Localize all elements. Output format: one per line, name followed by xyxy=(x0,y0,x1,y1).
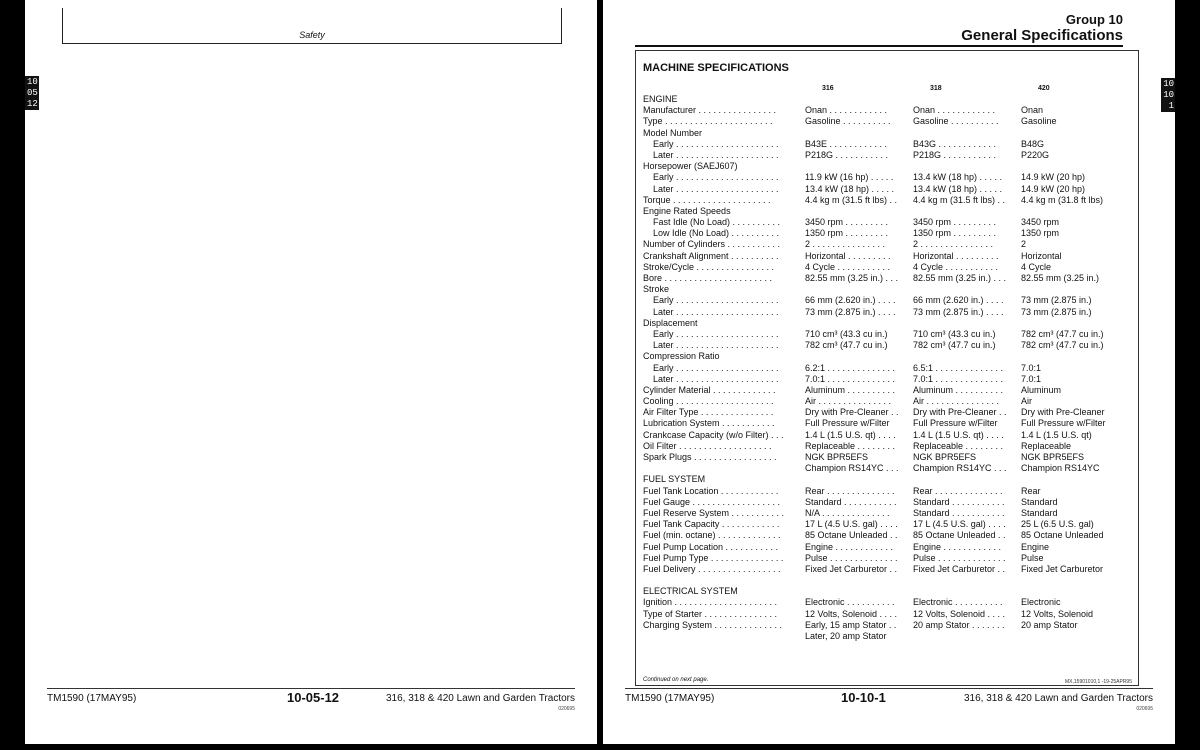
spec-value-420: Dry with Pre-Cleaner xyxy=(1021,407,1105,418)
spec-value-318: 6.5:1 . . . . . . . . . . . . . . xyxy=(913,362,1004,373)
spec-value-318: 13.4 kW (18 hp) . . . . . xyxy=(913,183,1003,194)
spec-value-316: 1350 rpm . . . . . . . . . xyxy=(805,228,889,239)
spec-label: Low Idle (No Load) . . . . . . . . . . xyxy=(653,228,780,239)
spec-value-318: 2 . . . . . . . . . . . . . . . xyxy=(913,239,994,250)
right-page xyxy=(603,0,1175,744)
spec-row xyxy=(643,105,1133,116)
spec-value-316: 73 mm (2.875 in.) . . . . xyxy=(805,306,896,317)
spec-row xyxy=(643,564,1133,575)
spec-value-420: Aluminum xyxy=(1021,384,1062,395)
spec-value-316: NGK BPR5EFS xyxy=(805,452,869,462)
spec-value-316: Dry with Pre-Cleaner . . xyxy=(805,407,899,418)
spec-row xyxy=(643,284,1133,295)
spec-row xyxy=(643,161,1133,172)
spec-value-420: Standard xyxy=(1021,496,1058,507)
spec-row xyxy=(643,206,1133,217)
spec-row xyxy=(643,418,1133,429)
spec-value-316: Rear . . . . . . . . . . . . . . xyxy=(805,485,895,496)
spec-label: Later . . . . . . . . . . . . . . . . . . . . . xyxy=(653,340,779,351)
spec-value-318: NGK BPR5EFS xyxy=(913,452,977,462)
spec-value-316: Replaceable . . . . . . . . xyxy=(805,440,896,451)
spec-value-318: Full Pressure w/Filter xyxy=(913,418,998,429)
spec-value-420: 14.9 kW (20 hp) xyxy=(1021,172,1086,183)
spec-label: Later . . . . . . . . . . . . . . . . . . . . . xyxy=(653,306,779,317)
spec-value-316: 11.9 kW (16 hp) . . . . . xyxy=(805,172,894,183)
spec-row xyxy=(643,228,1133,239)
spec-value-318: Champion RS14YC . . . xyxy=(913,463,1007,474)
spec-row xyxy=(643,396,1133,407)
spec-value-420: 1350 rpm xyxy=(1021,228,1060,239)
header-rule xyxy=(635,45,1123,47)
spec-row xyxy=(643,116,1133,127)
spec-label: Fuel Pump Type . . . . . . . . . . . . . . . xyxy=(643,552,784,563)
spec-label: Compression Ratio xyxy=(643,351,720,362)
spec-row xyxy=(643,407,1133,418)
spec-label: Displacement xyxy=(643,317,698,328)
spec-label: Early . . . . . . . . . . . . . . . . . . . . . xyxy=(653,362,779,373)
spec-value-318: Air . . . . . . . . . . . . . . . xyxy=(913,396,1000,407)
spec-row xyxy=(643,217,1133,228)
spec-value-316: P218G . . . . . . . . . . . xyxy=(805,149,889,160)
spec-value-318: 17 L (4.5 U.S. gal) . . . . xyxy=(913,519,1006,530)
spec-label: Early . . . . . . . . . . . . . . . . . . . . . xyxy=(653,295,779,306)
spec-label: Fuel Gauge . . . . . . . . . . . . . . . . . . xyxy=(643,496,781,507)
spec-label: Fuel Delivery . . . . . . . . . . . . . . . . . xyxy=(643,563,781,574)
spec-label: Cooling . . . . . . . . . . . . . . . . . . . . xyxy=(643,396,774,407)
spec-label: FUEL SYSTEM xyxy=(643,474,706,485)
spec-value-316: Engine . . . . . . . . . . . . xyxy=(805,541,894,552)
spec-value-420: 85 Octane Unleaded xyxy=(1021,530,1104,541)
spec-value-318: Gasoline . . . . . . . . . . xyxy=(913,116,999,127)
spec-label: Crankshaft Alignment . . . . . . . . . . xyxy=(643,250,779,261)
spec-label: Fuel Tank Location . . . . . . . . . . . . xyxy=(643,485,779,496)
spec-value-420: 12 Volts, Solenoid xyxy=(1021,608,1094,619)
spec-label: Stroke xyxy=(643,284,670,295)
spec-value-420: Gasoline xyxy=(1021,116,1057,127)
spec-label: Ignition . . . . . . . . . . . . . . . . . . . . . xyxy=(643,597,778,608)
spec-row xyxy=(643,542,1133,553)
spec-value-420: 782 cm³ (47.7 cu in.) xyxy=(1021,340,1104,351)
spec-value-420: Horizontal xyxy=(1021,250,1062,261)
spec-value-318: Dry with Pre-Cleaner . . xyxy=(913,407,1007,418)
spec-label: Torque . . . . . . . . . . . . . . . . . . . . xyxy=(643,194,771,205)
spec-value-316: 17 L (4.5 U.S. gal) . . . . xyxy=(805,519,898,530)
spec-row xyxy=(643,374,1133,385)
spec-row xyxy=(643,586,1133,597)
spec-value-318: 12 Volts, Solenoid . . . . xyxy=(913,608,1006,619)
spec-label: Manufacturer . . . . . . . . . . . . . . . . xyxy=(643,105,777,116)
side-tab-line: 10 xyxy=(1163,79,1174,89)
spec-value-316: Horizontal . . . . . . . . . xyxy=(805,250,891,261)
spec-value-420: Rear xyxy=(1021,485,1041,496)
spec-value-420: Pulse xyxy=(1021,552,1044,563)
spec-value-420: NGK BPR5EFS xyxy=(1021,452,1085,462)
spec-value-318: 73 mm (2.875 in.) . . . . xyxy=(913,306,1004,317)
spec-value-420: Air xyxy=(1021,396,1032,407)
spec-value-318: 1.4 L (1.5 U.S. qt) . . . . xyxy=(913,429,1004,440)
spec-value-420: 2 xyxy=(1021,239,1027,250)
spec-value-420: 73 mm (2.875 in.) xyxy=(1021,295,1092,306)
spec-value-420: B48G xyxy=(1021,138,1045,149)
spec-label: Bore . . . . . . . . . . . . . . . . . . . . . . xyxy=(643,273,773,283)
spec-row xyxy=(643,351,1133,362)
spec-value-318: 4.4 kg m (31.5 ft lbs) . . xyxy=(913,194,1006,205)
spec-row xyxy=(643,486,1133,497)
side-tab-line: 12 xyxy=(27,99,38,109)
spec-value-318: 710 cm³ (43.3 cu in.) xyxy=(913,328,996,339)
spec-value-318: 1350 rpm . . . . . . . . . xyxy=(913,228,997,239)
footer-manual-id: TM1590 (17MAY95) xyxy=(47,693,137,704)
spec-value-316: 66 mm (2.620 in.) . . . . xyxy=(805,295,896,306)
footer-code: 020695 xyxy=(1136,706,1153,712)
footer-rule xyxy=(625,688,1153,689)
spec-value-316: 85 Octane Unleaded . . xyxy=(805,530,898,541)
spec-row xyxy=(643,609,1133,620)
spec-value-316: B43E . . . . . . . . . . . . xyxy=(805,138,888,149)
spec-value-318: Onan . . . . . . . . . . . . xyxy=(913,105,996,116)
spec-value-316: Onan . . . . . . . . . . . . xyxy=(805,105,888,116)
footer-page-number: 10-10-1 xyxy=(841,690,886,705)
spec-row xyxy=(643,307,1133,318)
spec-value-316: Fixed Jet Carburetor . . xyxy=(805,563,898,574)
spec-value-420: 25 L (6.5 U.S. gal) xyxy=(1021,519,1094,530)
footer-code: 020695 xyxy=(558,706,575,712)
spec-value-316: Pulse . . . . . . . . . . . . . . xyxy=(805,552,898,563)
footer-manual-id: TM1590 (17MAY95) xyxy=(625,693,715,704)
spec-label: Fuel Pump Location . . . . . . . . . . . xyxy=(643,541,779,552)
spec-row xyxy=(643,385,1133,396)
spec-value-318: 3450 rpm . . . . . . . . . xyxy=(913,217,997,228)
column-header: 316 xyxy=(822,85,834,92)
spec-row xyxy=(643,184,1133,195)
spec-row xyxy=(643,452,1133,463)
spec-label: Early . . . . . . . . . . . . . . . . . . . . . xyxy=(653,138,779,149)
spec-value-318: Horizontal . . . . . . . . . xyxy=(913,250,999,261)
spec-value-420: 3450 rpm xyxy=(1021,217,1060,228)
spec-label: Number of Cylinders . . . . . . . . . . . xyxy=(643,239,781,250)
spec-value-420: 73 mm (2.875 in.) xyxy=(1021,306,1092,317)
spec-value-316: 7.0:1 . . . . . . . . . . . . . . xyxy=(805,373,896,384)
spec-label: Cylinder Material . . . . . . . . . . . . . xyxy=(643,384,776,395)
spec-label: ENGINE xyxy=(643,94,678,104)
spec-row xyxy=(643,329,1133,340)
side-tab-line: 1 xyxy=(1168,101,1174,111)
spec-value-420: Full Pressure w/Filter xyxy=(1021,418,1106,429)
spec-row xyxy=(643,463,1133,474)
spec-row xyxy=(643,139,1133,150)
spec-value-318: Pulse . . . . . . . . . . . . . . xyxy=(913,552,1006,563)
spec-value-316: 4 Cycle . . . . . . . . . . . xyxy=(805,261,891,272)
spec-row xyxy=(643,172,1133,183)
spec-label: Later . . . . . . . . . . . . . . . . . . . . . xyxy=(653,373,779,384)
spec-row xyxy=(643,340,1133,351)
spec-value-420: 4.4 kg m (31.8 ft lbs) xyxy=(1021,194,1104,205)
side-tab-left xyxy=(25,76,39,110)
spec-row xyxy=(643,430,1133,441)
spec-label: Fuel Tank Capacity . . . . . . . . . . . . xyxy=(643,519,780,530)
spec-value-318: B43G . . . . . . . . . . . . xyxy=(913,138,997,149)
spec-value-316: 12 Volts, Solenoid . . . . xyxy=(805,608,898,619)
column-header: 420 xyxy=(1038,85,1050,92)
spec-value-420: 1.4 L (1.5 U.S. qt) xyxy=(1021,429,1092,440)
spec-value-420: 82.55 mm (3.25 in.) xyxy=(1021,273,1100,283)
spec-label: Air Filter Type . . . . . . . . . . . . . . . xyxy=(643,407,774,418)
spec-value-318: Rear . . . . . . . . . . . . . . xyxy=(913,485,1003,496)
spec-value-318: Replaceable . . . . . . . . xyxy=(913,440,1004,451)
spec-row xyxy=(643,318,1133,329)
spec-row xyxy=(643,295,1133,306)
spec-value-420: 14.9 kW (20 hp) xyxy=(1021,183,1086,194)
footer-title: 316, 318 & 420 Lawn and Garden Tractors xyxy=(963,693,1153,704)
spec-value-316: Champion RS14YC . . . xyxy=(805,463,899,474)
spec-row xyxy=(643,620,1133,631)
spec-table-box xyxy=(635,50,1139,686)
spec-value-318: 4 Cycle . . . . . . . . . . . xyxy=(913,261,999,272)
spec-value-316: N/A . . . . . . . . . . . . . . xyxy=(805,507,890,518)
spec-label: Charging System . . . . . . . . . . . . . . xyxy=(643,619,783,630)
spec-label: Spark Plugs . . . . . . . . . . . . . . . . . xyxy=(643,452,777,462)
spec-row xyxy=(643,631,1133,642)
spec-value-316: Gasoline . . . . . . . . . . xyxy=(805,116,891,127)
spec-label: Later . . . . . . . . . . . . . . . . . . . . . xyxy=(653,149,779,160)
footer xyxy=(603,688,1175,718)
spec-value-420: Fixed Jet Carburetor xyxy=(1021,563,1104,574)
side-tab-line: 05 xyxy=(27,88,38,98)
spec-label: Type of Starter . . . . . . . . . . . . . . . xyxy=(643,608,778,619)
spec-value-316: Air . . . . . . . . . . . . . . . xyxy=(805,396,892,407)
footer-title: 316, 318 & 420 Lawn and Garden Tractors xyxy=(385,693,575,704)
spec-rows xyxy=(643,94,1133,642)
spec-label: Early . . . . . . . . . . . . . . . . . . . . . xyxy=(653,172,779,183)
left-page xyxy=(25,0,597,744)
spec-row xyxy=(643,497,1133,508)
spec-value-316: Aluminum . . . . . . . . . . xyxy=(805,384,896,395)
spec-value-316: 782 cm³ (47.7 cu in.) xyxy=(805,340,888,351)
spec-value-318: 13.4 kW (18 hp) . . . . . xyxy=(913,172,1003,183)
spec-row xyxy=(643,530,1133,541)
spec-value-420: 7.0:1 xyxy=(1021,373,1042,384)
spec-label: Horsepower (SAEJ607) xyxy=(643,161,738,172)
spec-label: Fast Idle (No Load) . . . . . . . . . . xyxy=(653,217,781,228)
spec-label: Engine Rated Speeds xyxy=(643,205,731,216)
spec-value-318: 66 mm (2.620 in.) . . . . xyxy=(913,295,1004,306)
spec-value-420: Onan xyxy=(1021,105,1044,116)
spec-label: Stroke/Cycle . . . . . . . . . . . . . . . . xyxy=(643,261,775,272)
spec-row xyxy=(643,553,1133,564)
spec-value-420: Electronic xyxy=(1021,597,1061,608)
spec-value-316: Later, 20 amp Stator xyxy=(805,631,887,641)
spec-value-316: 6.2:1 . . . . . . . . . . . . . . xyxy=(805,362,896,373)
spec-row xyxy=(643,508,1133,519)
spec-label: Early . . . . . . . . . . . . . . . . . . . . . xyxy=(653,328,779,339)
spec-value-316: 710 cm³ (43.3 cu in.) xyxy=(805,328,888,339)
spec-row xyxy=(643,273,1133,284)
spec-value-318: 7.0:1 . . . . . . . . . . . . . . xyxy=(913,373,1004,384)
spec-value-316: 82.55 mm (3.25 in.) . . . xyxy=(805,273,899,283)
spec-value-420: 782 cm³ (47.7 cu in.) xyxy=(1021,328,1104,339)
spec-row xyxy=(643,363,1133,374)
spec-row xyxy=(643,150,1133,161)
spec-value-316: Early, 15 amp Stator . . xyxy=(805,619,897,630)
spec-value-318: Fixed Jet Carburetor . . xyxy=(913,563,1006,574)
spec-value-316: Full Pressure w/Filter xyxy=(805,418,890,429)
continued-note: Continued on next page. xyxy=(643,677,709,683)
spec-row xyxy=(643,575,1133,586)
footer-rule xyxy=(47,688,575,689)
spec-row xyxy=(643,597,1133,608)
spec-value-316: 2 . . . . . . . . . . . . . . . xyxy=(805,239,886,250)
section-title: MACHINE SPECIFICATIONS xyxy=(643,62,789,74)
spec-value-318: Engine . . . . . . . . . . . . xyxy=(913,541,1002,552)
spec-row xyxy=(643,441,1133,452)
spec-row xyxy=(643,195,1133,206)
spec-value-318: 82.55 mm (3.25 in.) . . . xyxy=(913,273,1007,283)
spec-label: Later . . . . . . . . . . . . . . . . . . . . . xyxy=(653,183,779,194)
spec-value-318: Standard . . . . . . . . . . . xyxy=(913,496,1005,507)
spec-value-318: P218G . . . . . . . . . . . xyxy=(913,149,997,160)
spec-value-318: Standard . . . . . . . . . . . xyxy=(913,507,1005,518)
spec-value-420: Champion RS14YC xyxy=(1021,463,1100,474)
spec-value-318: 85 Octane Unleaded . . xyxy=(913,530,1006,541)
spec-label: Fuel Reserve System . . . . . . . . . . . xyxy=(643,507,785,518)
spec-row xyxy=(643,519,1133,530)
spec-value-316: Standard . . . . . . . . . . . xyxy=(805,496,897,507)
spec-row xyxy=(643,94,1133,105)
spec-value-316: 4.4 kg m (31.5 ft lbs) . . xyxy=(805,194,898,205)
spec-value-316: 13.4 kW (18 hp) . . . . . xyxy=(805,183,895,194)
spec-label: Fuel (min. octane) . . . . . . . . . . . . . xyxy=(643,530,781,541)
spec-value-420: 4 Cycle xyxy=(1021,261,1052,272)
spec-value-420: P220G xyxy=(1021,149,1050,160)
header-label: Safety xyxy=(299,30,325,40)
spec-row xyxy=(643,474,1133,485)
spec-value-318: 782 cm³ (47.7 cu in.) xyxy=(913,340,996,351)
spec-value-318: Aluminum . . . . . . . . . . xyxy=(913,384,1004,395)
side-tab-line: 10 xyxy=(1163,90,1174,100)
spec-value-420: Standard xyxy=(1021,507,1058,518)
header-box xyxy=(62,8,562,44)
spec-value-420: 7.0:1 xyxy=(1021,362,1042,373)
side-tab-right xyxy=(1161,78,1175,112)
spec-label: Oil Filter . . . . . . . . . . . . . . . . . . . xyxy=(643,440,772,451)
footer-page-number: 10-05-12 xyxy=(287,690,340,705)
spec-value-318: Electronic . . . . . . . . . . xyxy=(913,597,1003,608)
spec-value-318: 20 amp Stator . . . . . . . xyxy=(913,619,1005,630)
column-header: 318 xyxy=(930,85,942,92)
spec-label: Type . . . . . . . . . . . . . . . . . . . . . . xyxy=(643,116,773,127)
spec-row xyxy=(643,239,1133,250)
spec-row xyxy=(643,128,1133,139)
spec-value-420: 20 amp Stator xyxy=(1021,619,1078,630)
spec-label: ELECTRICAL SYSTEM xyxy=(643,586,738,597)
spec-label: Lubrication System . . . . . . . . . . . xyxy=(643,418,775,429)
group-header xyxy=(961,12,1123,44)
spec-value-420: Engine xyxy=(1021,541,1050,552)
spec-value-316: Electronic . . . . . . . . . . xyxy=(805,597,895,608)
spec-value-420: Replaceable xyxy=(1021,440,1072,451)
spec-label: Model Number xyxy=(643,127,703,138)
group-title: General Specifications xyxy=(961,27,1123,44)
reference-code: MX,15901010,1 -19-25APR95 xyxy=(1065,679,1132,685)
footer xyxy=(25,688,597,718)
spec-row xyxy=(643,262,1133,273)
spec-label: Crankcase Capacity (w/o Filter) . . . xyxy=(643,429,784,440)
spec-value-316: 1.4 L (1.5 U.S. qt) . . . . xyxy=(805,429,896,440)
side-tab-line: 10 xyxy=(27,77,38,87)
spec-row xyxy=(643,251,1133,262)
spec-value-316: 3450 rpm . . . . . . . . . xyxy=(805,217,889,228)
group-number: Group 10 xyxy=(1065,12,1123,27)
